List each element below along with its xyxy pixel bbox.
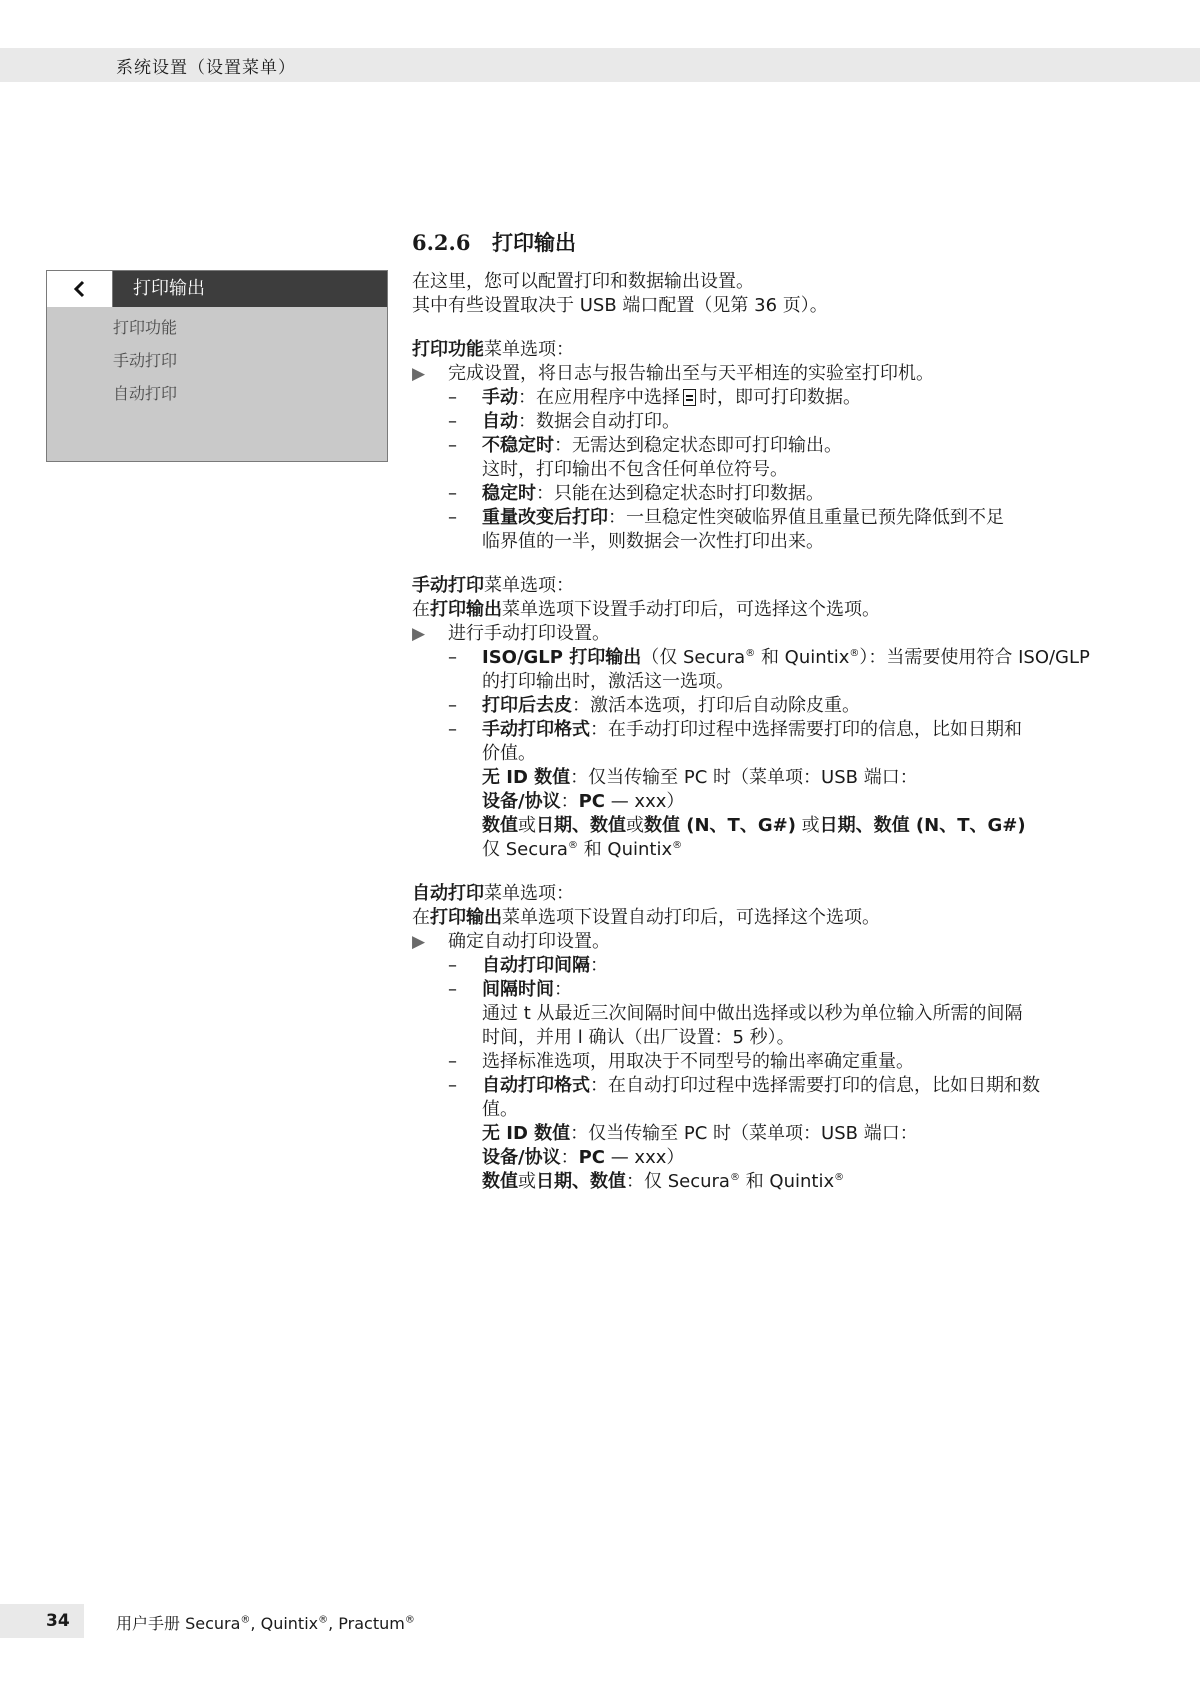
back-button[interactable] — [47, 271, 113, 307]
menu-item-print-function[interactable]: 打印功能 — [113, 318, 178, 337]
option-weight-change: – 重量改变后打印：一旦稳定性突破临界值且重量已预先降低到不足 — [448, 507, 1004, 528]
menu-item-manual-print[interactable]: 手动打印 — [113, 351, 178, 370]
no-id-line: 无 ID 数值：仅当传输至 PC 时（菜单项：USB 端口： — [482, 767, 918, 788]
option-weight-change-cont: 临界值的一半，则数据会一次性打印出来。 — [482, 531, 824, 552]
only-secura-line: 仅 Secura® 和 Quintix® — [482, 839, 683, 860]
screen-title: 打印输出 — [113, 271, 387, 307]
footer-page-box — [0, 1604, 84, 1638]
option-unstable-cont: 这时，打印输出不包含任何单位符号。 — [482, 459, 788, 480]
option-standard: – 选择标准选项，用取决于不同型号的输出率确定重量。 — [448, 1051, 914, 1072]
section-number: 6.2.6 — [412, 230, 471, 255]
action-line: ▶ 进行手动打印设置。 — [412, 623, 610, 644]
option-auto: – 自动：数据会自动打印。 — [448, 411, 680, 432]
option-manual-format: – 手动打印格式：在手动打印过程中选择需要打印的信息，比如日期和 — [448, 719, 1022, 740]
values-line: 数值或日期、数值或数值 (N、T、G#) 或日期、数值 (N、T、G#) — [482, 815, 1026, 836]
arrow-icon: ▶ — [412, 364, 426, 384]
intro-line: 其中有些设置取决于 USB 端口配置（见第 36 页）。 — [412, 295, 828, 316]
auto-print-intro: 在打印输出菜单选项下设置自动打印后，可选择这个选项。 — [412, 907, 880, 928]
no-id-line: 无 ID 数值：仅当传输至 PC 时（菜单项：USB 端口： — [482, 1123, 918, 1144]
manual-print-heading: 手动打印菜单选项： — [412, 575, 574, 596]
action-line: ▶ 确定自动打印设置。 — [412, 931, 610, 952]
page-number: 34 — [46, 1611, 70, 1631]
main-content — [412, 230, 1132, 1194]
manual-print-intro: 在打印输出菜单选项下设置手动打印后，可选择这个选项。 — [412, 599, 880, 620]
option-manual: – 手动：在应用程序中选择 时，即可打印数据。 — [448, 387, 861, 408]
print-icon — [683, 389, 696, 406]
values-line: 数值或日期、数值：仅 Secura® 和 Quintix® — [482, 1171, 845, 1192]
intro-line: 在这里，您可以配置打印和数据输出设置。 — [412, 271, 754, 292]
chevron-left-icon — [71, 280, 89, 298]
option-auto-format-cont: 值。 — [482, 1099, 518, 1120]
print-function-heading: 打印功能菜单选项： — [412, 339, 574, 360]
auto-print-heading: 自动打印菜单选项： — [412, 883, 574, 904]
option-tare: – 打印后去皮：激活本选项，打印后自动除皮重。 — [448, 695, 860, 716]
interval-time-cont: 时间，并用 l 确认（出厂设置：5 秒）。 — [482, 1027, 795, 1048]
arrow-icon: ▶ — [412, 932, 426, 952]
interval-time-cont: 通过 t 从最近三次间隔时间中做出选择或以秒为单位输入所需的间隔 — [482, 1003, 1023, 1024]
section-heading: 打印输出 — [492, 230, 576, 255]
device-protocol-line: 设备/协议：PC — xxx） — [482, 791, 685, 812]
header-title: 系统设置（设置菜单） — [116, 58, 296, 78]
arrow-icon: ▶ — [412, 624, 426, 644]
action-line: ▶ 完成设置，将日志与报告输出至与天平相连的实验室打印机。 — [412, 363, 934, 384]
option-manual-format-cont: 价值。 — [482, 743, 536, 764]
device-protocol-line: 设备/协议：PC — xxx） — [482, 1147, 685, 1168]
option-auto-format: – 自动打印格式：在自动打印过程中选择需要打印的信息，比如日期和数 — [448, 1075, 1040, 1096]
device-screen — [46, 270, 388, 462]
footer-title: 用户手册 Secura®, Quintix®, Practum® — [116, 1614, 415, 1633]
option-iso-glp-cont: 的打印输出时，激活这一选项。 — [482, 671, 734, 692]
option-interval-time: – 间隔时间： — [448, 979, 572, 1000]
option-unstable: – 不稳定时：无需达到稳定状态即可打印输出。 — [448, 435, 842, 456]
menu-item-auto-print[interactable]: 自动打印 — [113, 384, 178, 403]
option-auto-interval: – 自动打印间隔： — [448, 955, 608, 976]
option-stable: – 稳定时：只能在达到稳定状态时打印数据。 — [448, 483, 824, 504]
section-title — [412, 230, 1132, 256]
option-iso-glp: – ISO/GLP 打印输出（仅 Secura® 和 Quintix®）：当需要使用符合 ISO/GLP — [448, 647, 1090, 668]
